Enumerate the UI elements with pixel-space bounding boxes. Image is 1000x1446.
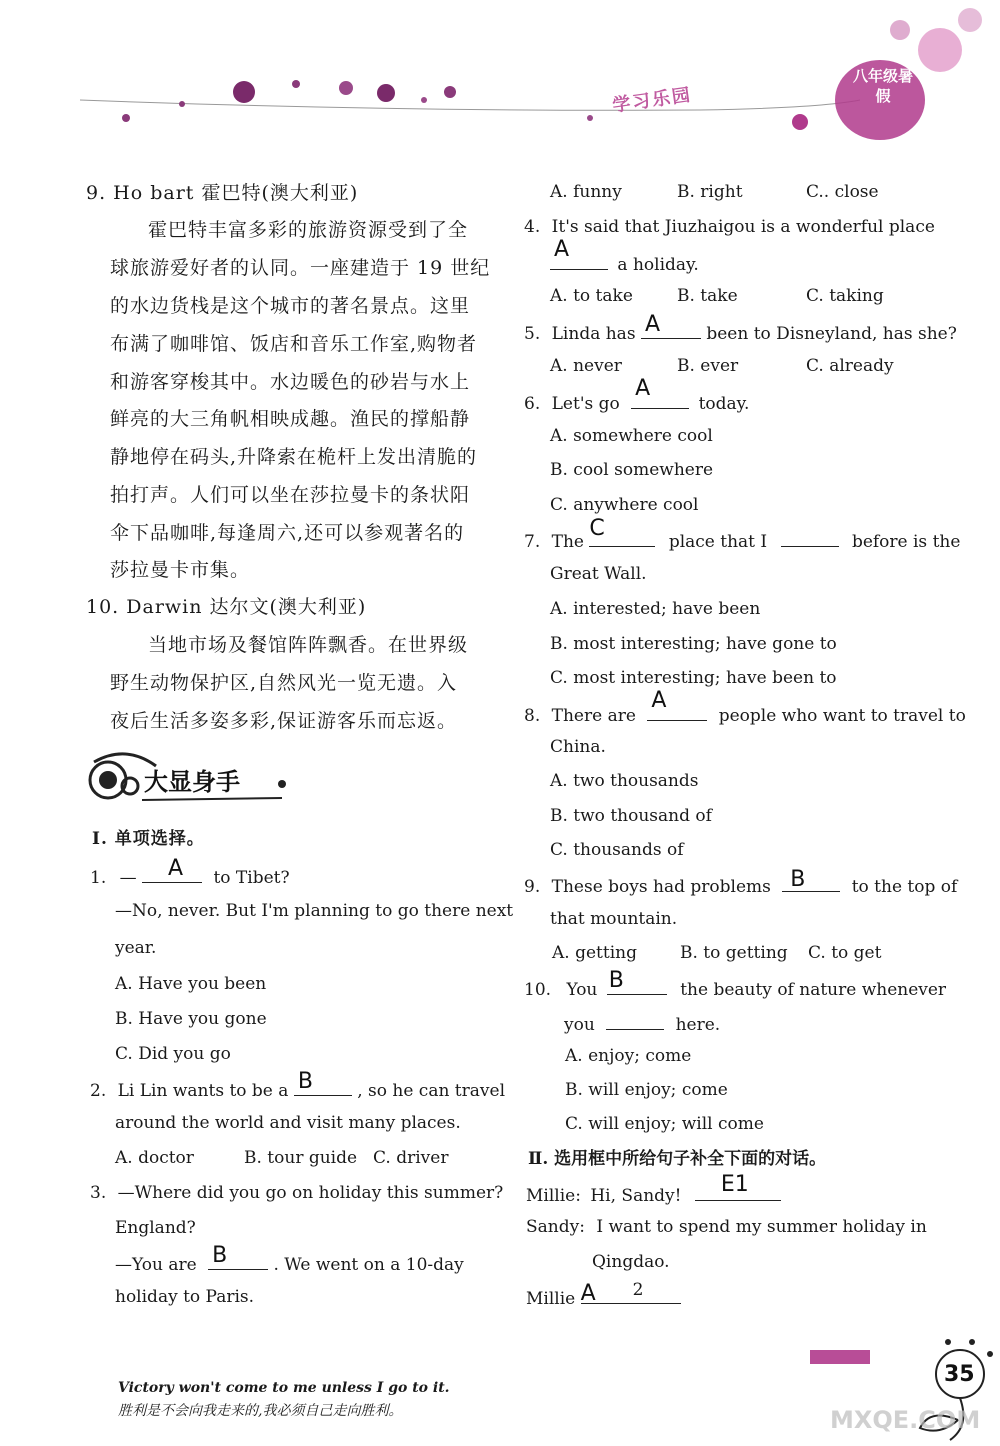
q3-option-a[interactable]: A. funny	[550, 182, 622, 202]
q7-stem-end: before is the	[851, 532, 961, 552]
q6-number: 6.	[524, 394, 541, 414]
q5-stem	[524, 312, 957, 345]
q2-stem	[90, 1069, 506, 1102]
q8-line2: China.	[550, 737, 606, 757]
page-number: 35	[944, 1362, 975, 1387]
q7-option-b[interactable]: B. most interesting; have gone to	[550, 634, 837, 654]
q9-answer: B	[790, 867, 806, 892]
q1-dash: —	[119, 868, 137, 888]
item10-line: 当地市场及餐馆阵阵飘香。在世界级	[148, 634, 469, 656]
dialog-answer-blank-1[interactable]	[695, 1172, 781, 1201]
q5-stem-end: been to Disneyland, has she?	[706, 324, 957, 344]
item10-title: 10. Darwin 达尔文(澳大利亚)	[86, 596, 367, 618]
q3-line1-text: —Where did you go on holiday this summer?	[117, 1183, 504, 1203]
q3-answer: B	[212, 1243, 228, 1268]
q6-stem-end: today.	[698, 394, 750, 414]
header-logo: 学习乐园	[611, 84, 694, 117]
item9-line: 霍巴特丰富多彩的旅游资源受到了全	[148, 219, 469, 241]
q10-option-a[interactable]: A. enjoy; come	[565, 1046, 692, 1066]
q10-answer-blank[interactable]	[607, 968, 667, 995]
q1-stem	[90, 856, 290, 889]
q4-option-c[interactable]: C. taking	[806, 286, 884, 306]
q7-stem	[524, 516, 961, 553]
q10-stem-start: You	[566, 980, 598, 1000]
q2-stem-end: , so he can travel	[357, 1081, 506, 1101]
q9-option-b[interactable]: B. to getting	[680, 943, 788, 963]
q4-option-b[interactable]: B. take	[677, 286, 738, 306]
header-decoration	[0, 0, 1000, 140]
q1-reply-line2: year.	[115, 938, 157, 958]
q2-number: 2.	[90, 1081, 107, 1101]
dialog-line-1	[526, 1172, 781, 1207]
watermark: MXQE.COM	[830, 1406, 981, 1434]
q1-answer-blank[interactable]	[142, 856, 202, 883]
q10-second-blank[interactable]	[606, 1011, 664, 1030]
q1-number: 1.	[90, 868, 107, 888]
q2-option-c[interactable]: C. driver	[373, 1148, 449, 1168]
section-banner-title: 大显身手	[144, 768, 240, 796]
q7-number: 7.	[524, 532, 541, 552]
q6-stem-start: Let's go	[551, 394, 620, 414]
q9-answer-blank[interactable]	[782, 867, 840, 892]
q3-line3	[115, 1243, 464, 1276]
q1-option-b[interactable]: B. Have you gone	[115, 1009, 267, 1029]
dialog-line-3	[526, 1280, 681, 1310]
q9-number: 9.	[524, 877, 541, 897]
item9-title: 9. Ho bart 霍巴特(澳大利亚)	[86, 182, 359, 204]
q4-answer: A	[554, 237, 570, 262]
dialog-answer-2-letter: A	[580, 1281, 596, 1306]
q7-answer: C	[589, 516, 605, 541]
q3-line2: England?	[115, 1218, 196, 1238]
dialog-line-2-cont: Qingdao.	[592, 1252, 670, 1272]
section2-title: Ⅱ. 选用框中所给句子补全下面的对话。	[528, 1149, 827, 1169]
dialog-line-2	[526, 1216, 927, 1238]
q1-stem-end: to Tibet?	[213, 868, 290, 888]
q7-line2: Great Wall.	[550, 564, 647, 584]
item10-line: 野生动物保护区,自然风光一览无遗。入	[110, 672, 458, 694]
q4-answer-blank[interactable]	[550, 237, 608, 270]
q2-option-b[interactable]: B. tour guide	[244, 1148, 358, 1168]
item9-line: 鲜亮的大三角帆相映成趣。渔民的撑船静	[110, 408, 471, 430]
section1-title: Ⅰ. 单项选择。	[92, 829, 205, 849]
q8-stem-start: There are	[551, 706, 636, 726]
dialog-answer-2-number: 2	[632, 1280, 644, 1300]
q8-answer-blank[interactable]	[647, 688, 707, 721]
item9-line: 伞下品咖啡,每逢周六,还可以参观著名的	[110, 522, 465, 544]
dialog-answer-blank-2[interactable]	[580, 1280, 681, 1306]
item10-line: 夜后生活多姿多彩,保证游客乐而忘返。	[110, 710, 458, 732]
dialog-speaker-millie: Millie:	[526, 1186, 581, 1206]
q1-option-c[interactable]: C. Did you go	[115, 1044, 231, 1064]
item9-line: 莎拉曼卡市集。	[110, 559, 251, 581]
q10-line2	[564, 1011, 720, 1036]
q8-option-c[interactable]: C. thousands of	[550, 840, 684, 860]
dialog-speaker-millie-2: Millie	[526, 1289, 576, 1309]
q10-line2-end: here.	[675, 1015, 721, 1035]
q3-stem-end: . We went on a 10-day	[273, 1255, 464, 1275]
q7-stem-mid: place that I	[668, 532, 768, 552]
dialog-text-2: I want to spend my summer holiday in	[596, 1217, 927, 1237]
q10-answer: B	[608, 968, 624, 993]
dialog-text-1: Hi, Sandy!	[590, 1186, 682, 1206]
q7-stem-start: The	[551, 532, 584, 552]
q2-line2: around the world and visit many places.	[115, 1113, 461, 1133]
item9-line: 拍打声。人们可以坐在莎拉曼卡的条状阳	[110, 484, 471, 506]
q5-option-b[interactable]: B. ever	[677, 356, 739, 376]
q5-answer-blank[interactable]	[641, 312, 701, 339]
q4-number: 4.	[524, 217, 541, 237]
q9-stem-start: These boys had problems	[551, 877, 771, 897]
q3-stem-start: —You are	[115, 1255, 197, 1275]
q9-option-c[interactable]: C. to get	[808, 943, 882, 963]
q3-answer-blank[interactable]	[208, 1243, 268, 1270]
q1-answer: A	[168, 856, 184, 881]
q3-option-b[interactable]: B. right	[677, 182, 743, 202]
item9-line: 布满了咖啡馆、饭店和音乐工作室,购物者	[110, 333, 478, 355]
q2-answer: B	[297, 1069, 313, 1094]
footer-motto-cn: 胜利是不会向我走来的,我必须自己走向胜利。	[118, 1403, 403, 1419]
q7-answer-blank-2[interactable]	[781, 528, 839, 547]
q4-stem-end: a holiday.	[617, 255, 699, 275]
q8-option-a[interactable]: A. two thousands	[550, 771, 699, 791]
q5-answer: A	[644, 312, 661, 337]
q10-stem-end: the beauty of nature whenever	[680, 980, 947, 1000]
item9-line: 球旅游爱好者的认同。一座建造于 19 世纪	[110, 257, 491, 279]
q8-answer: A	[651, 688, 667, 713]
q3-line1	[90, 1182, 503, 1204]
q8-number: 8.	[524, 706, 541, 726]
q2-answer-blank[interactable]	[294, 1069, 352, 1096]
footer-motto-en: Victory won't come to me unless I go to it.	[118, 1380, 450, 1396]
q5-option-a[interactable]: A. never	[550, 356, 622, 376]
q10-stem	[524, 968, 947, 1001]
dialog-speaker-sandy: Sandy:	[526, 1217, 585, 1237]
q3-line4: holiday to Paris.	[115, 1287, 255, 1307]
q4-line1	[524, 216, 935, 238]
item9-line: 静地停在码头,升降索在桅杆上发出清脆的	[110, 446, 478, 468]
q2-stem-start: Li Lin wants to be a	[117, 1081, 289, 1101]
q3-number: 3.	[90, 1183, 107, 1203]
q10-option-b[interactable]: B. will enjoy; come	[565, 1080, 728, 1100]
q4-option-a[interactable]: A. to take	[550, 286, 633, 306]
q2-option-a[interactable]: A. doctor	[115, 1148, 194, 1168]
q9-stem-end: to the top of	[851, 877, 958, 897]
q8-option-b[interactable]: B. two thousand of	[550, 806, 712, 826]
q9-option-a[interactable]: A. getting	[552, 943, 637, 963]
q5-stem-start: Linda has	[551, 324, 636, 344]
header-badge: 八年级暑假	[852, 67, 913, 105]
q5-number: 5.	[524, 324, 541, 344]
q4-line1-text: It's said that Jiuzhaigou is a wonderful place	[551, 217, 935, 237]
item9-line: 的水边货栈是这个城市的著名景点。这里	[110, 295, 471, 317]
q6-option-b[interactable]: B. cool somewhere	[550, 460, 714, 480]
q1-reply-line1: —No, never. But I'm planning to go there next	[115, 901, 514, 921]
q6-stem	[524, 376, 750, 415]
q6-option-c[interactable]: C. anywhere cool	[550, 495, 699, 515]
q9-stem	[524, 867, 958, 898]
q7-answer-blank-1[interactable]	[589, 516, 655, 547]
q4-line2	[550, 237, 699, 276]
q6-answer: A	[635, 376, 651, 401]
q8-stem-end: people who want to travel to	[718, 706, 966, 726]
q10-line2-start: you	[564, 1015, 595, 1035]
dialog-answer-1: E1	[720, 1172, 749, 1197]
q8-stem	[524, 688, 966, 727]
q6-answer-blank[interactable]	[631, 376, 689, 409]
q7-option-a[interactable]: A. interested; have been	[550, 599, 761, 619]
q10-option-c[interactable]: C. will enjoy; will come	[565, 1114, 764, 1134]
q7-option-c[interactable]: C. most interesting; have been to	[550, 668, 837, 688]
item9-line: 和游客穿梭其中。水边暖色的砂岩与水上	[110, 371, 471, 393]
q3-option-c[interactable]: C.. close	[806, 182, 879, 202]
q6-option-a[interactable]: A. somewhere cool	[550, 426, 713, 446]
q5-option-c[interactable]: C. already	[806, 356, 894, 376]
q9-line2: that mountain.	[550, 909, 678, 929]
q1-option-a[interactable]: A. Have you been	[115, 974, 267, 994]
q10-number: 10.	[524, 980, 552, 1000]
section-banner	[86, 748, 296, 804]
